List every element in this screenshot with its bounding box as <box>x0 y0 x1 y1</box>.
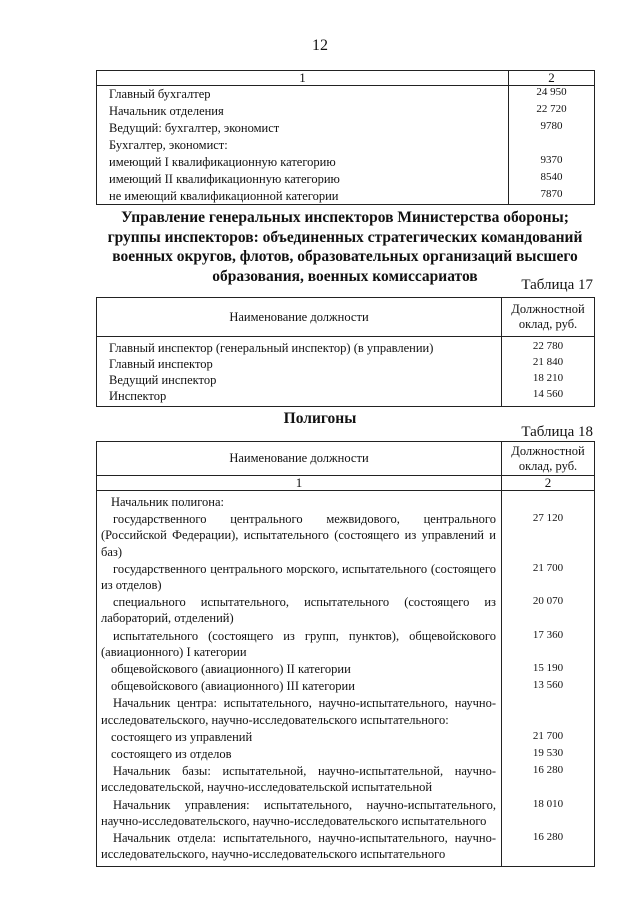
column-number-row <box>97 476 595 491</box>
table-18 <box>96 441 595 867</box>
position-name: Ведущий инспектор <box>97 372 502 388</box>
table-row <box>97 695 595 728</box>
position-name: имеющий II квалификационную категорию <box>97 171 509 188</box>
table-17-caption: Таблица 17 <box>521 277 593 293</box>
table-row <box>97 661 595 678</box>
header-position-name: Наименование должности <box>97 298 502 337</box>
table-row <box>97 746 595 763</box>
position-name: состоящего из отделов <box>97 746 502 763</box>
position-name: Инспектор <box>97 388 502 406</box>
position-name: Начальник отделения <box>97 103 509 120</box>
position-name: общевойскового (авиационного) II категории <box>97 661 502 678</box>
position-name: государственного центрального межвидового, центрального (Российской Федерации), испытательного (состоящего из управлений и баз) <box>97 511 502 561</box>
table-row <box>97 678 595 695</box>
table-row <box>97 356 595 372</box>
table-row <box>97 491 595 512</box>
table-row <box>97 154 595 171</box>
position-name: Начальник полигона: <box>97 491 502 512</box>
header-position-name: Наименование должности <box>97 442 502 476</box>
table-row <box>97 763 595 796</box>
subheading-polygons: Полигоны <box>283 410 357 427</box>
salary-value: 21 700 <box>532 729 564 742</box>
salary-value: 14 560 <box>532 388 564 400</box>
salary-table-continued <box>96 70 595 205</box>
position-name: Главный бухгалтер <box>97 86 509 103</box>
heading-line: военных округов, флотов, образовательных организаций высшего <box>112 248 578 265</box>
position-name: Начальник отдела: испытательного, научно-испытательного, научно-исследовательского, научно-исследовательского испытательного <box>97 830 502 867</box>
column-number: 2 <box>509 71 595 86</box>
table-row <box>97 561 595 594</box>
position-name: Начальник центра: испытательного, научно-испытательного, научно-исследовательского, научно-исследовательского испытательного: <box>97 695 502 728</box>
table-18-caption: Таблица 18 <box>521 424 593 440</box>
salary-value: 21 700 <box>532 561 564 574</box>
table-row <box>97 372 595 388</box>
position-name: государственного центрального морского, испытательного (состоящего из отделов) <box>97 561 502 594</box>
salary-value <box>502 491 595 512</box>
salary-value: 13 560 <box>532 679 564 692</box>
salary-value: 9780 <box>540 119 563 132</box>
salary-value: 24 950 <box>536 86 567 98</box>
header-salary <box>502 298 595 337</box>
position-name: общевойскового (авиационного) III категории <box>97 678 502 695</box>
salary-value: 21 840 <box>532 356 564 368</box>
salary-value: 16 280 <box>532 831 564 844</box>
heading-line: образования, военных комиссариатов <box>212 267 478 285</box>
salary-value: 19 530 <box>532 747 564 760</box>
salary-value: 22 720 <box>536 102 567 115</box>
salary-value: 18 010 <box>532 797 564 810</box>
header-salary <box>502 442 595 476</box>
table-row <box>97 103 595 120</box>
table-row <box>97 797 595 830</box>
salary-value <box>509 137 595 154</box>
table-row <box>97 337 595 357</box>
position-name: Главный инспектор (генеральный инспектор) (в управлении) <box>97 337 502 357</box>
salary-value: 18 210 <box>532 372 564 384</box>
position-name: испытательного (состоящего из групп, пунктов), общевойскового (авиационного) I категории <box>97 628 502 661</box>
column-number: 1 <box>97 476 502 491</box>
salary-value: 16 280 <box>532 764 564 777</box>
table-row <box>97 120 595 137</box>
position-name: Ведущий: бухгалтер, экономист <box>97 120 509 137</box>
salary-value: 22 780 <box>532 340 564 352</box>
table-header-row <box>97 442 595 476</box>
position-name: Бухгалтер, экономист: <box>97 137 509 154</box>
table-row <box>97 86 595 103</box>
heading-line: группы инспекторов: объединенных стратегических командований <box>107 228 583 246</box>
table-row <box>97 388 595 406</box>
table-row <box>97 511 595 561</box>
position-name: имеющий I квалификационную категорию <box>97 154 509 171</box>
header-salary-line: Должностной <box>511 302 585 316</box>
position-name: специального испытательного, испытательного (состоящего из лабораторий, отделений) <box>97 594 502 627</box>
column-number: 1 <box>97 71 509 86</box>
salary-value: 8540 <box>540 170 563 183</box>
table-header-row <box>97 298 595 337</box>
table-row <box>97 729 595 746</box>
salary-value: 7870 <box>540 187 563 200</box>
salary-value: 20 070 <box>532 595 564 608</box>
header-salary-line: оклад, руб. <box>518 317 578 331</box>
table-row <box>97 188 595 205</box>
position-name: Начальник базы: испытательной, научно-испытательной, научно-исследовательской, научно-исследовательской испытательной <box>97 763 502 796</box>
column-number: 2 <box>502 476 595 491</box>
column-number-row <box>97 71 595 86</box>
table-row <box>97 171 595 188</box>
salary-value <box>502 695 595 728</box>
position-name: Главный инспектор <box>97 356 502 372</box>
heading-line: Управление генеральных инспекторов Министерства обороны; <box>121 209 569 226</box>
table-17 <box>96 297 595 407</box>
header-salary-line: оклад, руб. <box>518 458 578 473</box>
salary-value: 9370 <box>540 153 563 166</box>
salary-value: 17 360 <box>532 628 564 641</box>
table-row <box>97 628 595 661</box>
position-name: не имеющий квалификационной категории <box>97 188 509 205</box>
position-name: состоящего из управлений <box>97 729 502 746</box>
table-row <box>97 594 595 627</box>
position-name: Начальник управления: испытательного, научно-испытательного, научно-исследовательского, научно-исследовательского испытательного <box>97 797 502 830</box>
salary-value: 15 190 <box>532 662 564 675</box>
page-number: 12 <box>312 37 328 54</box>
salary-value: 27 120 <box>532 512 564 525</box>
table-row <box>97 137 595 154</box>
header-salary-line: Должностной <box>511 443 585 458</box>
table-row <box>97 830 595 867</box>
section-heading <box>96 208 594 286</box>
